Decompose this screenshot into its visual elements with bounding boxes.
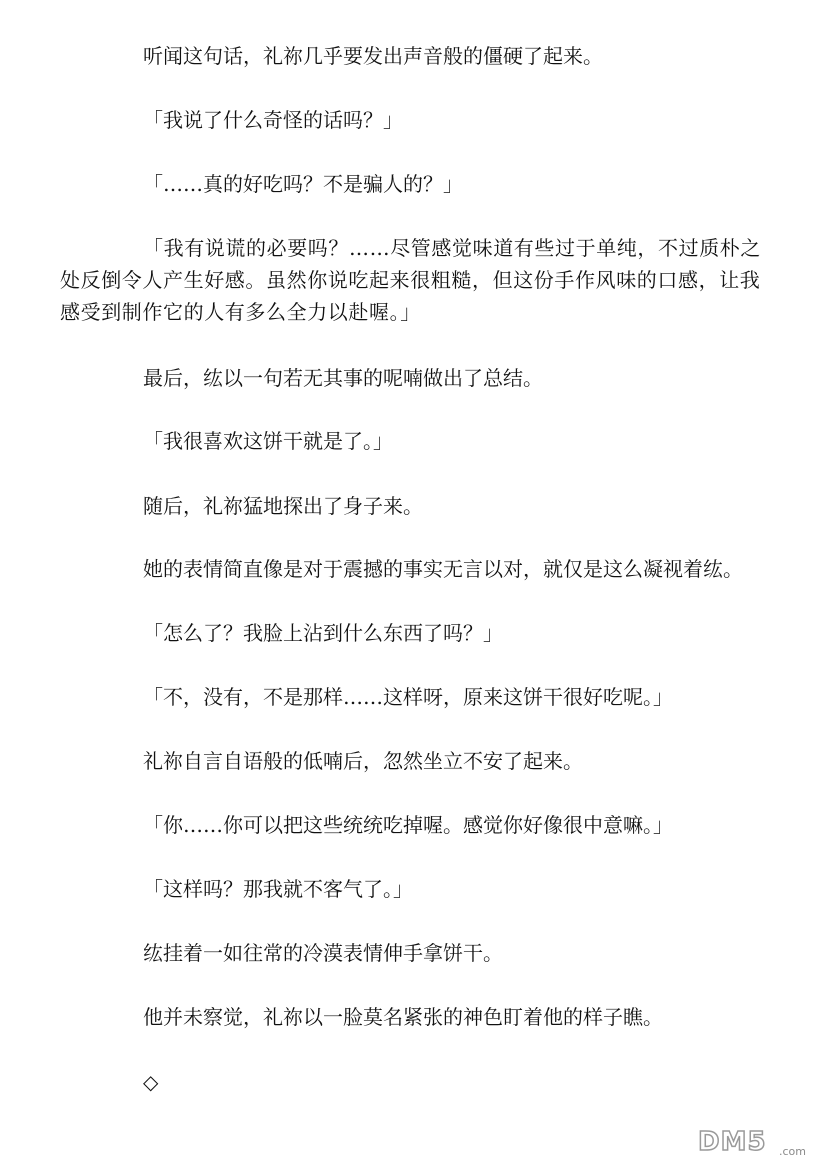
- paragraph: 「不，没有，不是那样……这样呀，原来这饼干很好吃呢。」: [143, 685, 673, 709]
- paragraph: 「……真的好吃吗？不是骗人的？」: [143, 172, 463, 196]
- paragraph: 「我说了什么奇怪的话吗？」: [143, 108, 403, 132]
- paragraph: 「怎么了？我脸上沾到什么东西了吗？」: [143, 621, 503, 645]
- paragraph: 最后，纮以一句若无其事的呢喃做出了总结。: [143, 366, 543, 390]
- paragraph: 听闻这句话，礼祢几乎要发出声音般的僵硬了起来。: [143, 44, 603, 68]
- section-break-diamond: ◇: [143, 1070, 159, 1094]
- paragraph: 「你……你可以把这些统统吃掉喔。感觉你好像很中意嘛。」: [143, 813, 673, 837]
- watermark-logo: [698, 1127, 808, 1161]
- paragraph: 他并未察觉，礼祢以一脸莫名紧张的神色盯着他的样子瞧。: [143, 1005, 663, 1029]
- paragraph: 随后，礼祢猛地探出了身子来。: [143, 494, 423, 518]
- watermark-logo-text: DM5: [698, 1127, 767, 1157]
- watermark-suffix: .com: [779, 1145, 806, 1158]
- paragraph: 纮挂着一如往常的冷漠表情伸手拿饼干。: [143, 941, 503, 965]
- paragraph: 礼祢自言自语般的低喃后，忽然坐立不安了起来。: [143, 749, 583, 773]
- paragraph: 「这样吗？那我就不客气了。」: [143, 877, 413, 901]
- paragraph: 她的表情简直像是对于震撼的事实无言以对，就仅是这么凝视着纮。: [143, 557, 743, 581]
- paragraph-long: 「我有说谎的必要吗？……尽管感觉味道有些过于单纯，不过质朴之处反倒令人产生好感。虽然你说吃起来很粗糙，但这份手作风味的口感，让我感受到制作它的人有多么全力以赴喔。」: [60, 236, 761, 324]
- paragraph: 「我很喜欢这饼干就是了。」: [143, 429, 393, 453]
